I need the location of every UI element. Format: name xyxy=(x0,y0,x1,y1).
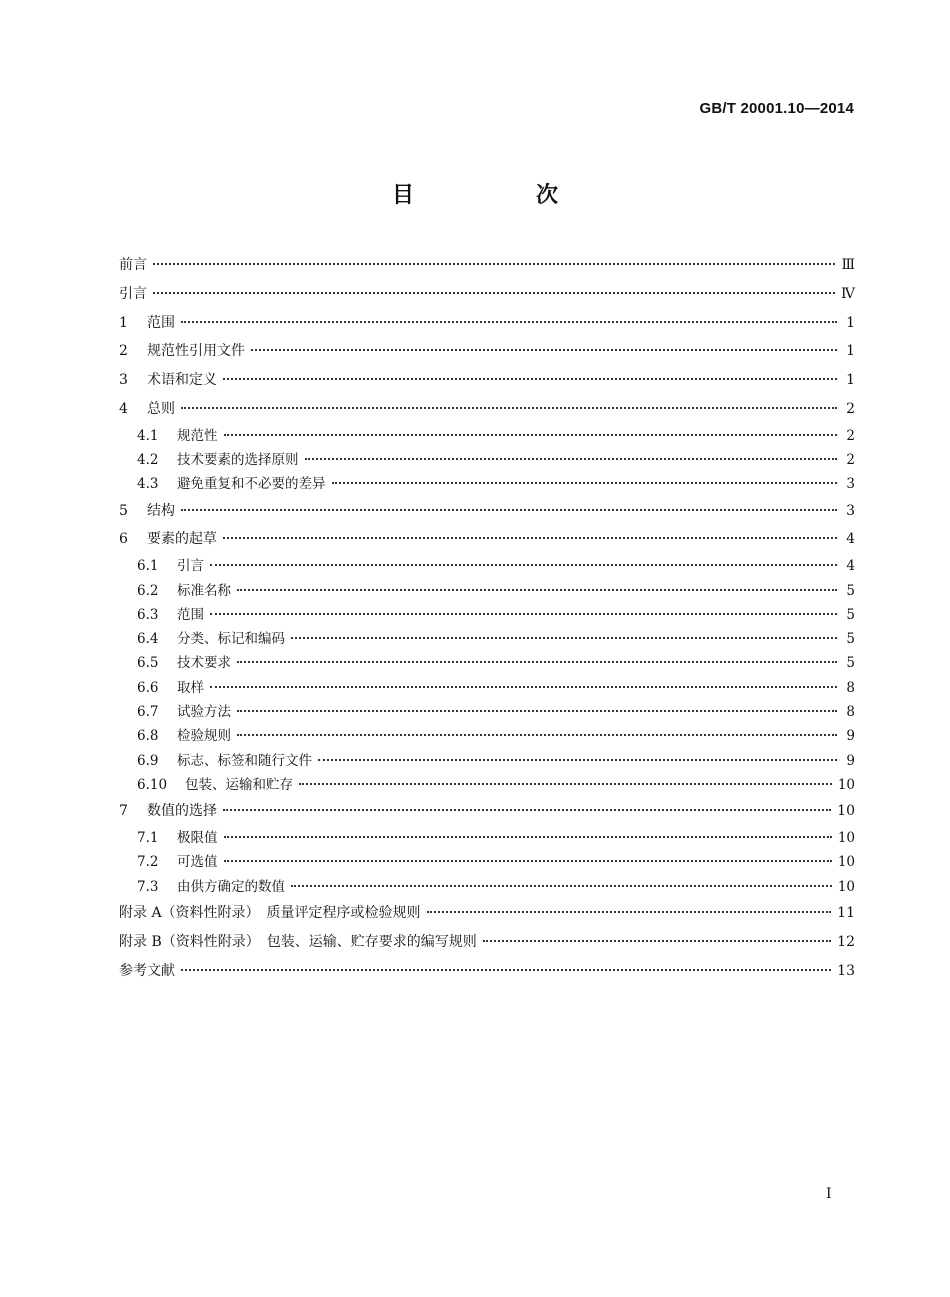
toc-entry-number: 7.2 xyxy=(137,854,159,871)
toc-entry-number: 4 xyxy=(119,400,128,417)
toc-entry-page: 8 xyxy=(846,679,855,696)
toc-entry-page: 9 xyxy=(846,752,855,769)
toc-entry-number: 4.3 xyxy=(137,476,159,493)
toc-entry-title: 由供方确定的数值 xyxy=(177,878,285,895)
dot-leader xyxy=(224,860,832,862)
dot-leader xyxy=(181,969,831,971)
toc-entry-page: 4 xyxy=(846,558,855,575)
dot-leader xyxy=(224,836,832,838)
dot-leader xyxy=(237,734,837,736)
dot-leader xyxy=(210,613,837,615)
toc-entry-number: 2 xyxy=(119,343,128,360)
toc-entry-title: 术语和定义 xyxy=(147,372,217,389)
toc-entry-number: 7.3 xyxy=(137,878,159,895)
toc-entry[interactable] xyxy=(119,727,855,751)
toc-entry-number: 6.9 xyxy=(137,752,159,769)
toc-entry-page: 1 xyxy=(846,343,855,360)
toc-entry-number: 3 xyxy=(119,372,128,389)
toc-entry-number: 7 xyxy=(119,803,128,820)
toc-entry-title: 附录 A（资料性附录） 质量评定程序或检验规则 xyxy=(119,904,421,921)
dot-leader xyxy=(251,349,837,351)
toc-entry[interactable] xyxy=(119,451,855,475)
toc-entry-page: 11 xyxy=(837,904,855,921)
toc-entry-title: 检验规则 xyxy=(177,728,231,745)
toc-entry[interactable] xyxy=(119,475,855,499)
toc-entry[interactable] xyxy=(119,853,855,877)
toc-entry-page: 5 xyxy=(846,631,855,648)
toc-entry[interactable] xyxy=(119,703,855,727)
toc-entry-title: 标准名称 xyxy=(177,582,231,599)
toc-entry-number: 6.3 xyxy=(137,606,159,623)
toc-entry-number: 6.7 xyxy=(137,704,159,721)
toc-entry-title: 试验方法 xyxy=(177,704,231,721)
toc-entry-page: 13 xyxy=(837,962,855,979)
toc-entry[interactable] xyxy=(119,606,855,630)
dot-leader xyxy=(299,783,832,785)
toc-entry[interactable] xyxy=(119,630,855,654)
toc-entry-title: 规范性 xyxy=(177,427,218,444)
dot-leader xyxy=(224,434,838,436)
toc-entry-page: 10 xyxy=(837,776,855,793)
toc-entry-title: 范围 xyxy=(147,314,175,331)
toc-entry[interactable] xyxy=(119,312,855,341)
toc-entry[interactable] xyxy=(119,369,855,398)
dot-leader xyxy=(223,537,837,539)
toc-entry-title: 引言 xyxy=(119,285,147,302)
toc-entry[interactable] xyxy=(119,829,855,853)
dot-leader xyxy=(181,509,837,511)
toc-entry-title: 引言 xyxy=(177,558,204,575)
toc-entry-title: 前言 xyxy=(119,257,147,273)
toc-entry-number: 6 xyxy=(119,531,128,548)
toc-entry[interactable] xyxy=(119,398,855,427)
toc-entry-number: 1 xyxy=(119,314,128,331)
toc-entry-title: 极限值 xyxy=(177,830,218,847)
toc-entry-page: 9 xyxy=(846,728,855,745)
toc-entry-title: 技术要素的选择原则 xyxy=(177,452,299,469)
toc-entry-title: 取样 xyxy=(177,679,204,696)
toc-entry[interactable] xyxy=(119,878,855,902)
toc-entry-title: 标志、标签和随行文件 xyxy=(177,752,312,769)
toc-entry-title: 附录 B（资料性附录） 包装、运输、贮存要求的编写规则 xyxy=(119,933,477,950)
toc-entry-page: 12 xyxy=(837,933,855,950)
toc-entry-page: 1 xyxy=(846,314,855,331)
dot-leader xyxy=(223,378,837,380)
toc-entry-page: 1 xyxy=(846,372,855,389)
toc-entry-number: 6.4 xyxy=(137,631,159,648)
toc-entry-title: 技术要求 xyxy=(177,655,231,672)
page-title: 目 次 xyxy=(391,183,608,208)
toc-entry[interactable] xyxy=(119,340,855,369)
dot-leader xyxy=(305,458,838,460)
toc-entry[interactable] xyxy=(119,654,855,678)
toc-entry-number: 4.1 xyxy=(137,427,159,444)
toc-entry-number: 6.2 xyxy=(137,582,159,599)
dot-leader xyxy=(332,482,838,484)
toc-entry-page: 10 xyxy=(837,830,855,847)
dot-leader xyxy=(291,637,837,639)
toc-entry-title: 包装、运输和贮存 xyxy=(185,776,293,793)
toc-entry-page: 5 xyxy=(846,606,855,623)
toc-entry[interactable] xyxy=(119,902,855,931)
toc-entry-title: 总则 xyxy=(147,400,175,417)
toc-entry-number: 6.10 xyxy=(137,776,168,793)
dot-leader xyxy=(153,263,835,265)
dot-leader xyxy=(181,407,837,409)
toc-entry-page: 5 xyxy=(846,655,855,672)
toc-entry[interactable] xyxy=(119,500,855,529)
toc-entry-page: 2 xyxy=(846,452,855,469)
dot-leader xyxy=(291,885,832,887)
standard-code: GB/T 20001.10—2014 xyxy=(699,100,854,117)
toc-entry-title: 可选值 xyxy=(177,854,218,871)
toc-entry-page: 2 xyxy=(846,427,855,444)
toc-entry-page: 10 xyxy=(837,878,855,895)
toc-entry-number: 6.6 xyxy=(137,679,159,696)
toc-entry-page: Ⅳ xyxy=(841,285,855,302)
toc-entry-title: 数值的选择 xyxy=(147,803,217,820)
toc-entry-page: 3 xyxy=(846,502,855,519)
dot-leader xyxy=(237,589,837,591)
toc-entry-page: 4 xyxy=(846,531,855,548)
toc-entry[interactable] xyxy=(119,960,855,989)
toc-entry[interactable] xyxy=(119,931,855,960)
toc-entry-number: 7.1 xyxy=(137,830,159,847)
dot-leader xyxy=(318,759,837,761)
table-of-contents xyxy=(119,254,855,988)
toc-entry-page: 2 xyxy=(846,400,855,417)
toc-entry[interactable] xyxy=(119,752,855,776)
toc-entry-page: 10 xyxy=(837,803,855,820)
toc-entry-number: 6.5 xyxy=(137,655,159,672)
toc-entry-number: 5 xyxy=(119,502,128,519)
toc-entry[interactable] xyxy=(119,776,855,800)
dot-leader xyxy=(210,564,837,566)
toc-entry-title: 避免重复和不必要的差异 xyxy=(177,476,326,493)
toc-entry[interactable] xyxy=(119,427,855,451)
page-number: I xyxy=(826,1186,832,1202)
toc-entry-title: 规范性引用文件 xyxy=(147,343,245,360)
toc-entry[interactable] xyxy=(119,582,855,606)
toc-entry[interactable] xyxy=(119,800,855,829)
toc-entry-page: Ⅲ xyxy=(841,257,855,273)
toc-entry-page: 10 xyxy=(837,854,855,871)
dot-leader xyxy=(483,940,831,942)
toc-entry-page: 3 xyxy=(846,476,855,493)
toc-entry[interactable] xyxy=(119,283,855,312)
toc-entry[interactable] xyxy=(119,557,855,581)
dot-leader xyxy=(427,911,832,913)
dot-leader xyxy=(237,661,837,663)
toc-entry-number: 6.8 xyxy=(137,728,159,745)
dot-leader xyxy=(223,809,831,811)
toc-entry-title: 分类、标记和编码 xyxy=(177,631,285,648)
toc-entry-title: 范围 xyxy=(177,606,204,623)
toc-entry-number: 6.1 xyxy=(137,558,159,575)
toc-entry-number: 4.2 xyxy=(137,452,159,469)
toc-entry[interactable] xyxy=(119,679,855,703)
dot-leader xyxy=(210,686,837,688)
toc-entry-page: 5 xyxy=(846,582,855,599)
toc-entry-title: 结构 xyxy=(147,502,175,519)
toc-entry-title: 参考文献 xyxy=(119,962,175,979)
dot-leader xyxy=(237,710,837,712)
dot-leader xyxy=(153,292,835,294)
toc-entry-title: 要素的起草 xyxy=(147,531,217,548)
toc-entry[interactable] xyxy=(119,254,855,283)
dot-leader xyxy=(181,321,837,323)
toc-entry-page: 8 xyxy=(846,704,855,721)
toc-entry[interactable] xyxy=(119,528,855,557)
